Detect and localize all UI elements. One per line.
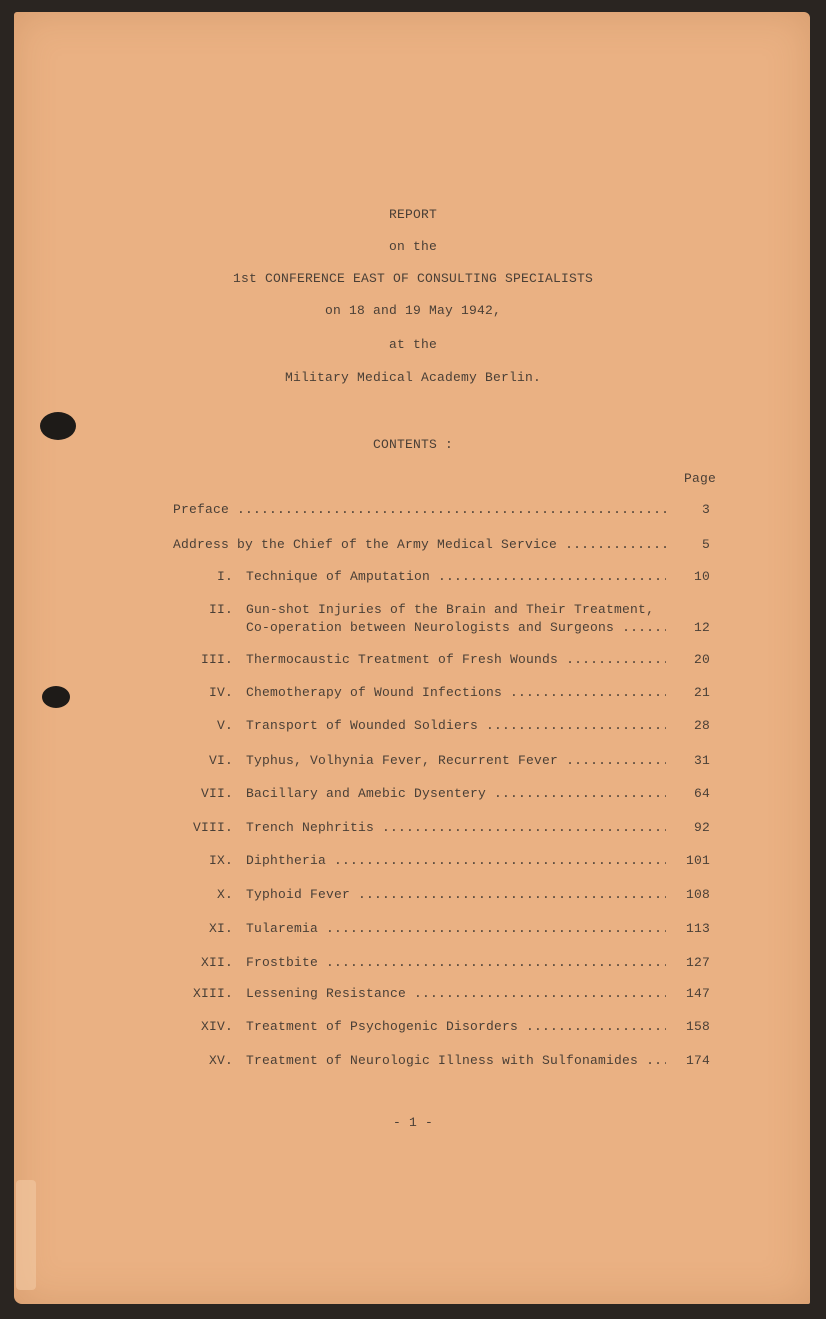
toc-page: 3 <box>701 502 710 517</box>
toc-title: Gun-shot Injuries of the Brain and Their Treatment, <box>246 602 655 617</box>
conference-title: 1st CONFERENCE EAST OF CONSULTING SPECIALISTS <box>232 271 594 286</box>
toc-entry-8 <box>0 820 826 840</box>
report-title: REPORT <box>388 207 437 222</box>
toc-page: 101 <box>685 853 710 868</box>
toc-page: 10 <box>693 569 710 584</box>
toc-entry-10 <box>0 887 826 907</box>
toc-title: Trench Nephritis ..... <box>246 820 666 835</box>
toc-number: XIII. <box>192 986 233 1001</box>
paper-tear <box>16 1180 36 1290</box>
toc-entry-2 <box>0 602 826 622</box>
toc-entry-12 <box>0 955 826 975</box>
toc-page: 92 <box>693 820 710 835</box>
toc-number: X. <box>216 887 233 902</box>
toc-title: Treatment of Psychogenic Disorders ..... <box>246 1019 666 1034</box>
toc-number: VII. <box>200 786 233 801</box>
toc-number: VI. <box>208 753 233 768</box>
toc-entry-13 <box>0 986 826 1006</box>
toc-page: 113 <box>685 921 710 936</box>
toc-page: 20 <box>693 652 710 667</box>
toc-entry-7 <box>0 786 826 806</box>
toc-number: III. <box>200 652 233 667</box>
toc-page: 5 <box>701 537 710 552</box>
toc-number: II. <box>208 602 233 617</box>
toc-title: Transport of Wounded Soldiers ..... <box>246 718 666 733</box>
toc-number: IV. <box>208 685 233 700</box>
toc-page: 158 <box>685 1019 710 1034</box>
toc-entry-14 <box>0 1019 826 1039</box>
toc-title: Frostbite ..... <box>246 955 666 970</box>
toc-entry-5 <box>0 718 826 738</box>
toc-page: 28 <box>693 718 710 733</box>
toc-entry-6 <box>0 753 826 773</box>
header-line-5: at the <box>388 337 437 352</box>
toc-page: 12 <box>693 620 710 635</box>
toc-entry-9 <box>0 853 826 873</box>
toc-title: Treatment of Neurologic Illness with Sulfonamides ..... <box>246 1053 666 1068</box>
toc-number: XI. <box>208 921 233 936</box>
toc-title: Thermocaustic Treatment of Fresh Wounds ..... <box>246 652 666 667</box>
toc-page: 21 <box>693 685 710 700</box>
toc-title: Tularemia ..... <box>246 921 666 936</box>
toc-title: Typhoid Fever ..... <box>246 887 666 902</box>
toc-title: Lessening Resistance ..... <box>246 986 666 1001</box>
toc-number: IX. <box>208 853 233 868</box>
toc-title: Chemotherapy of Wound Infections ..... <box>246 685 666 700</box>
toc-title-continued: Co-operation between Neurologists and Surgeons ..... <box>246 620 666 635</box>
page-column-label: Page <box>684 471 717 486</box>
toc-title: Address by the Chief of the Army Medical Service ..... <box>173 537 671 552</box>
toc-number: XV. <box>208 1053 233 1068</box>
toc-entry-4 <box>0 685 826 705</box>
toc-entry-preface <box>0 502 826 522</box>
conference-date: on 18 and 19 May 1942, <box>324 303 502 318</box>
toc-entry-2-continued <box>0 620 826 640</box>
toc-page: 127 <box>685 955 710 970</box>
toc-page: 108 <box>685 887 710 902</box>
toc-number: XII. <box>200 955 233 970</box>
contents-heading: CONTENTS : <box>372 437 453 452</box>
toc-entry-3 <box>0 652 826 672</box>
toc-title: Preface ..... <box>173 502 671 517</box>
toc-entry-address <box>0 537 826 557</box>
toc-page: 174 <box>685 1053 710 1068</box>
toc-entry-1 <box>0 569 826 589</box>
toc-title: Typhus, Volhynia Fever, Recurrent Fever ..... <box>246 753 666 768</box>
toc-entry-11 <box>0 921 826 941</box>
toc-page: 147 <box>685 986 710 1001</box>
punch-hole-top <box>40 412 76 440</box>
toc-title: Bacillary and Amebic Dysentery ..... <box>246 786 666 801</box>
header-line-2: on the <box>388 239 437 254</box>
toc-number: V. <box>216 718 233 733</box>
toc-entry-15 <box>0 1053 826 1073</box>
conference-location: Military Medical Academy Berlin. <box>284 370 542 385</box>
toc-number: VIII. <box>192 820 233 835</box>
toc-number: XIV. <box>200 1019 233 1034</box>
toc-title: Technique of Amputation ..... <box>246 569 666 584</box>
page-number: - 1 - <box>392 1115 433 1130</box>
toc-title: Diphtheria ..... <box>246 853 666 868</box>
toc-page: 31 <box>693 753 710 768</box>
toc-page: 64 <box>693 786 710 801</box>
toc-number: I. <box>216 569 233 584</box>
